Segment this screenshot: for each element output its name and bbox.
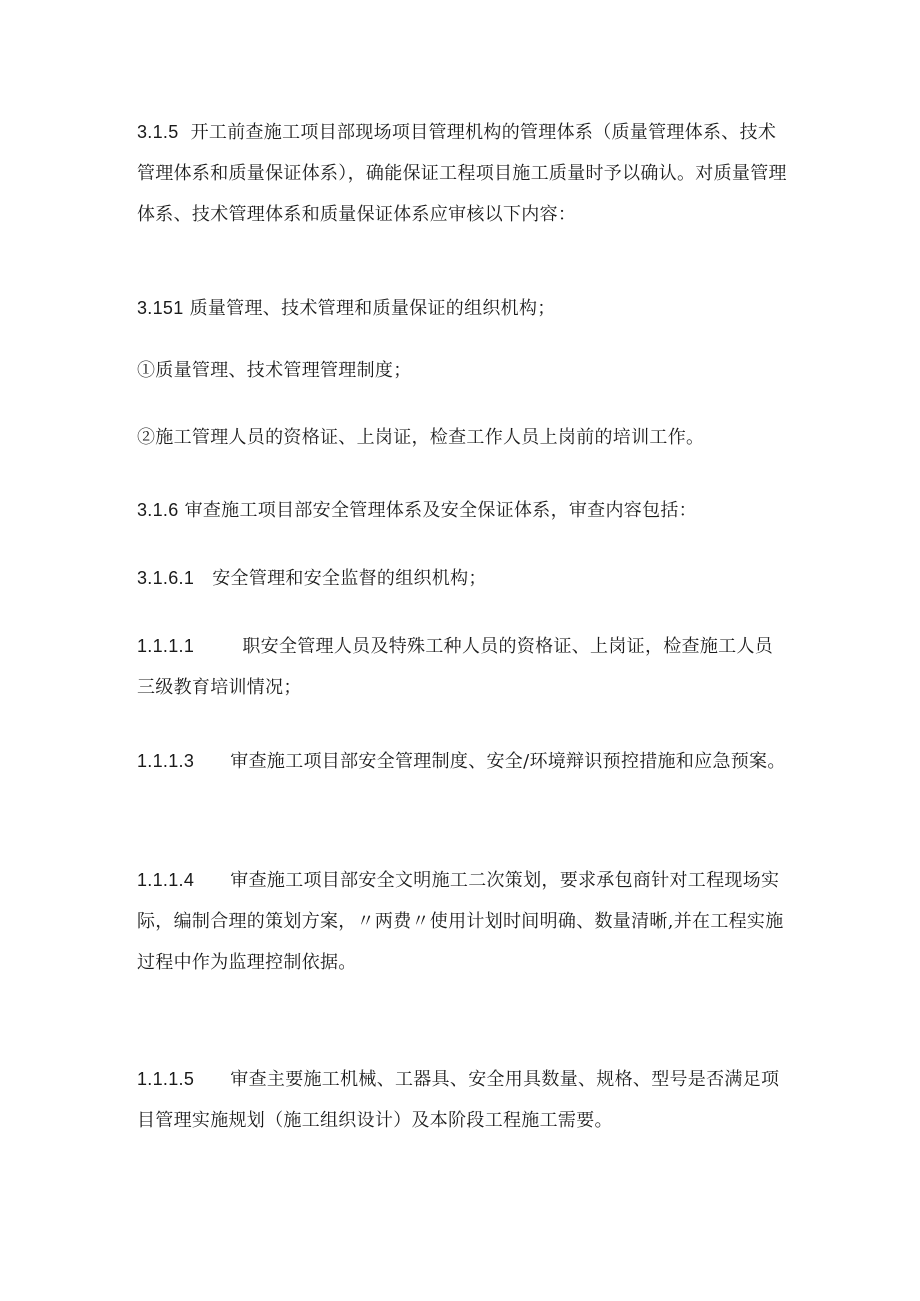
paragraph-text: 审查施工项目部安全管理体系及安全保证体系，审查内容包括： bbox=[184, 500, 697, 521]
paragraph-gap bbox=[194, 1069, 230, 1090]
paragraph-3-1-6-1 bbox=[137, 558, 787, 599]
paragraph-text: 开工前查施工项目部现场项目管理机构的管理体系（质量管理体系、技术管理体系和质量保证体系），确能保证工程项目施工质量时予以确认。对质量管理体系、技术管理体系和质量保证体系应审核以下内容： bbox=[137, 122, 787, 225]
paragraph-text: 质量管理、技术管理和质量保证的组织机构； bbox=[189, 298, 556, 319]
paragraph-text: 审查主要施工机械、工器具、安全用具数量、规格、型号是否满足项目管理实施规划（施工组织设计）及本阶段工程施工需要。 bbox=[137, 1069, 780, 1131]
paragraph-text: 审查施工项目部安全管理制度、安全/环境辩识预控措施和应急预案。 bbox=[230, 751, 786, 772]
paragraph-1-1-1-1 bbox=[137, 626, 787, 708]
paragraph-text: 审查施工项目部安全文明施工二次策划，要求承包商针对工程现场实际，编制合理的策划方案，〃两费〃使用计划时间明确、数量清晰,并在工程实施过程中作为监理控制依据。 bbox=[137, 870, 784, 973]
paragraph-1-1-1-3 bbox=[137, 741, 787, 782]
paragraph-number: 1.1.1.4 bbox=[137, 870, 195, 890]
paragraph-number: 1.1.1.5 bbox=[137, 1069, 195, 1089]
paragraph-1-1-1-5 bbox=[137, 1059, 787, 1141]
paragraph-3-1-5 bbox=[137, 112, 787, 235]
paragraph-number: 1.1.1.3 bbox=[137, 751, 195, 771]
paragraph-text: 职安全管理人员及特殊工种人员的资格证、上岗证，检查施工人员三级教育培训情况； bbox=[137, 636, 774, 698]
paragraph-text: ①质量管理、技术管理管理制度； bbox=[137, 360, 412, 381]
paragraph-gap bbox=[194, 568, 212, 589]
paragraph-3-1-6 bbox=[137, 490, 787, 531]
paragraph-number: 3.1.5 bbox=[137, 122, 179, 142]
paragraph-text: 安全管理和安全监督的组织机构； bbox=[212, 568, 487, 589]
paragraph-gap bbox=[179, 122, 191, 143]
paragraph-text: ②施工管理人员的资格证、上岗证，检查工作人员上岗前的培训工作。 bbox=[137, 427, 705, 448]
paragraph-1-1-1-4 bbox=[137, 860, 787, 983]
paragraph-number: 3.151 bbox=[137, 298, 184, 318]
paragraph-3-1-5-1 bbox=[137, 288, 787, 329]
paragraph-number: 3.1.6 bbox=[137, 500, 179, 520]
paragraph-number: 3.1.6.1 bbox=[137, 568, 195, 588]
paragraph-gap bbox=[194, 870, 230, 891]
paragraph-number: 1.1.1.1 bbox=[137, 636, 195, 656]
paragraph-gap bbox=[194, 636, 242, 657]
paragraph-item-1 bbox=[137, 350, 787, 391]
paragraph-item-2 bbox=[137, 417, 787, 458]
paragraph-gap bbox=[194, 751, 230, 772]
